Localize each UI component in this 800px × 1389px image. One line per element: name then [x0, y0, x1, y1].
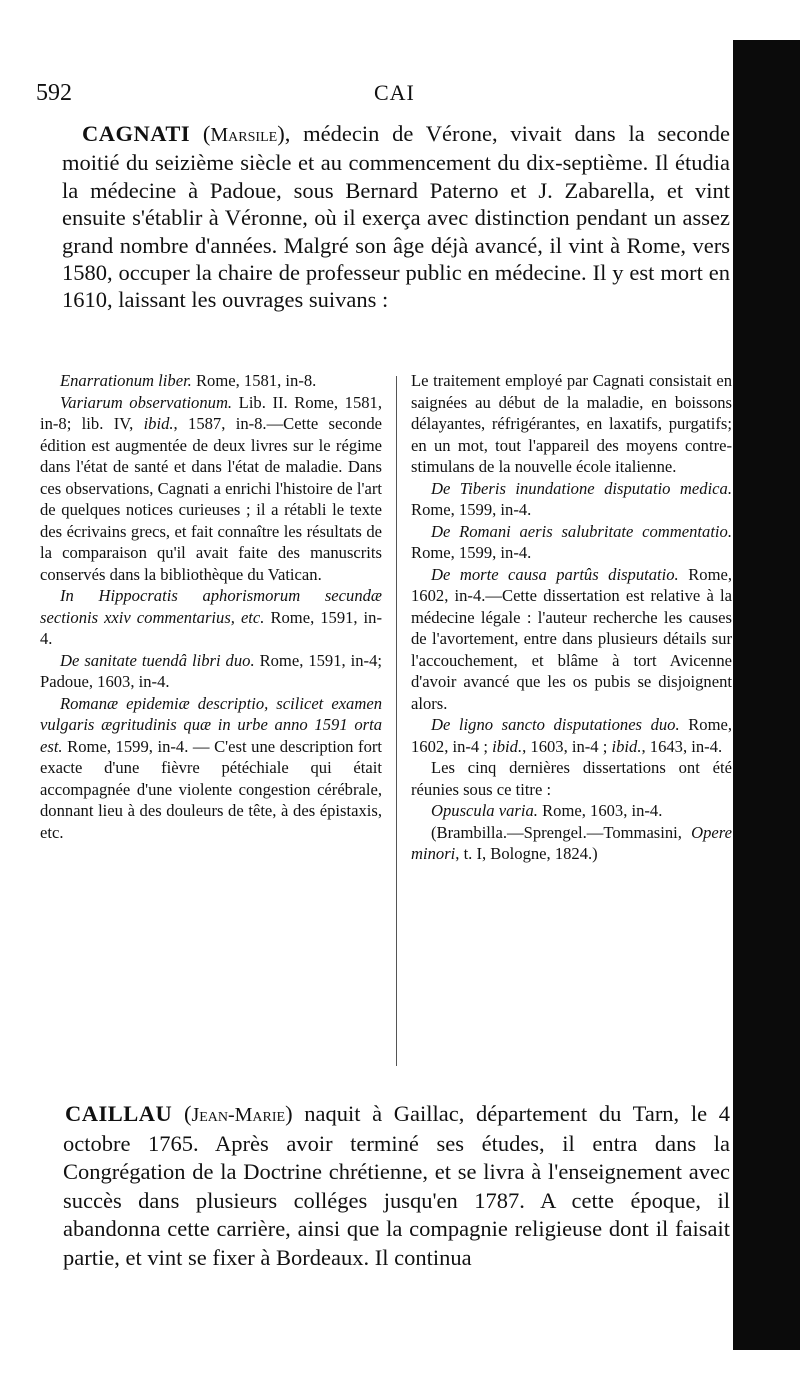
work-reference: De Romani aeris salubritate commentatio. Rome, 1599, in-4.	[411, 521, 732, 562]
work-reference: Romanæ epidemiæ descriptio, scilicet examen vulgaris ægritudinis quæ in urbe anno 1591 orta est. Rome, 1599, in-4. — C'est une description fort exacte d'une fièvre pétéchiale qui était accompagnée d'une violente congestion cérébrale, donnant lieu à des douleurs de tête, à des épistaxis, etc.	[40, 693, 382, 842]
entry-text: , médecin de Vérone, vivait dans la seconde moitié du seizième siècle et au commencement du dix-septième. Il étudia la médecine à Padoue, sous Bernard Paterno et J. Zabarella, et vint ensuite s'établir à Véronne, où il exerça avec distinction pendant un assez grand nombre d'années. Malgré son âge déjà avancé, il vint à Rome, vers 1580, occuper la chaire de professeur public en médecine. Il y est mort en 1610, laissant les ouvrages suivans :	[62, 121, 730, 313]
work-reference: De sanitate tuendâ libri duo. Rome, 1591, in-4; Padoue, 1603, in-4.	[40, 650, 382, 691]
works-column-left	[40, 370, 382, 843]
works-column-right	[411, 370, 732, 865]
entry-headword: CAGNATI	[82, 121, 191, 146]
page-header	[36, 80, 731, 114]
entry-headword: CAILLAU	[65, 1101, 173, 1126]
work-reference: Opuscula varia. Rome, 1603, in-4.	[431, 801, 663, 820]
work-reference: De morte causa partûs disputatio. Rome, 1602, in-4.—Cette dissertation est relative à la médecine légale : l'auteur recherche les causes de l'avortement, entre dans plusieurs détails sur l'accouchement, et blâme à tort Avicenne d'avoir avancé que les os pubis se disjoignent alors.	[411, 564, 732, 713]
work-reference: De Tiberis inundatione disputatio medica. Rome, 1599, in-4.	[411, 478, 732, 519]
work-reference: (Brambilla.—Sprengel.—Tommasini, Opere minori, t. I, Bologne, 1824.)	[411, 822, 732, 863]
running-head: CAI	[374, 80, 415, 105]
page-number: 592	[36, 80, 72, 106]
page-edge-shadow	[733, 40, 800, 1350]
entry-cagnati-paragraph: CAGNATI (Marsile), médecin de Vérone, vivait dans la seconde moitié du seizième siècle et au commencement du dix-septième. Il étudia la médecine à Padoue, sous Bernard Paterno et J. Zabarella, et vint ensuite s'établir à Véronne, où il exerça avec distinction pendant un assez grand nombre d'années. Malgré son âge déjà avancé, il vint à Rome, vers 1580, occuper la chaire de professeur public en médecine. Il y est mort en 1610, laissant les ouvrages suivans :	[62, 121, 730, 313]
work-reference: Variarum observationum. Lib. II. Rome, 1581, in-8; lib. IV, ibid., 1587, in-8.—Cette seconde édition est augmentée de deux livres sur le régime dans l'état de santé et dans l'état de maladie. Dans ces observations, Cagnati a enrichi l'histoire de l'art de quelques notices curieuses ; il a rétabli le texte des écrivains grecs, et fait connaître les résultats de la comparaison qu'il avait faite des manuscrits conservés dans la bibliothèque du Vatican.	[40, 392, 382, 584]
entry-given-name: Marsile	[210, 124, 278, 146]
work-reference: Enarrationum liber. Rome, 1581, in-8.	[60, 371, 317, 390]
works-columns	[40, 370, 732, 1080]
column-divider	[396, 376, 397, 1066]
work-reference: In Hippocratis aphorismorum secundæ sectionis xxiv commentarius, etc. Rome, 1591, in-4.	[40, 586, 382, 648]
entry-text: naquit à Gaillac, département du Tarn, le 4 octobre 1765. Après avoir terminé ses études, il entra dans la Congrégation de la Doctrine chrétienne, et se livra à l'enseignement avec succès dans plusieurs colléges jusqu'en 1787. A cette époque, il abandonna cette carrière, ainsi que la compagnie religieuse dont il faisait partie, et vint se fixer à Bordeaux. Il continua	[63, 1101, 730, 1270]
entry-caillau	[63, 1100, 730, 1272]
work-reference: Le traitement employé par Cagnati consistait en saignées au début de la maladie, en boissons délayantes, réfrigérantes, en laxatifs, purgatifs; en un mot, tout l'appareil des moyens contre-stimulans de la nouvelle école italienne.	[411, 371, 732, 476]
entry-caillau-paragraph: CAILLAU (Jean-Marie) naquit à Gaillac, département du Tarn, le 4 octobre 1765. Après avoir terminé ses études, il entra dans la Congrégation de la Doctrine chrétienne, et se livra à l'enseignement avec succès dans plusieurs colléges jusqu'en 1787. A cette époque, il abandonna cette carrière, ainsi que la compagnie religieuse dont il faisait partie, et vint se fixer à Bordeaux. Il continua	[63, 1101, 730, 1270]
work-reference: De ligno sancto disputationes duo. Rome, 1602, in-4 ; ibid., 1603, in-4 ; ibid., 1643, in-4.	[411, 715, 733, 756]
entry-cagnati	[62, 120, 730, 314]
entry-given-name: Jean-Marie	[191, 1104, 286, 1126]
work-reference: Les cinq dernières dissertations ont été réunies sous ce titre :	[411, 758, 732, 799]
